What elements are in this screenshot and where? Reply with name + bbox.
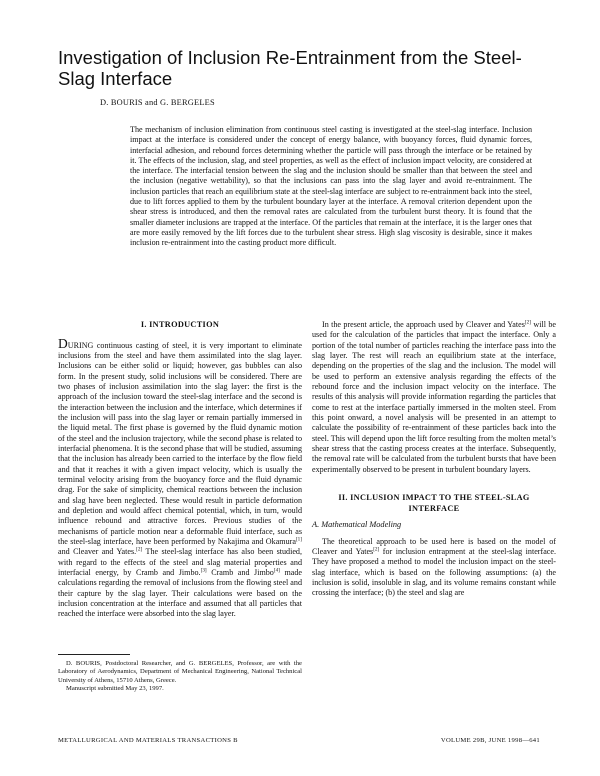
paper-title: Investigation of Inclusion Re-Entrainment from the Steel-Slag Interface	[58, 47, 522, 89]
reference-marker: [1]	[295, 536, 302, 543]
submission-date: Manuscript submitted May 23, 1997.	[66, 685, 164, 693]
drop-cap: D	[58, 335, 68, 351]
journal-name-footer: METALLURGICAL AND MATERIALS TRANSACTIONS B	[58, 737, 238, 744]
section-heading-introduction: I. INTRODUCTION	[140, 320, 220, 329]
reference-marker: [2]	[524, 319, 531, 326]
subsection-heading-mathematical-modeling: A. Mathematical Modeling	[312, 520, 402, 530]
author-affiliation: D. BOURIS, Postdoctoral Researcher, and G. BERGELES, Professor, are with the Laboratory of Aerodynamics, Department of Mechanical Engineering, National Technical University of Athens, 15710 Athens, Greece.	[58, 660, 302, 684]
intro-p1-text-2: and Cleaver and Yates.	[58, 547, 137, 557]
intro-p1-text-5: made calculations regarding the removal of inclusions from the flowing steel and their capture by the slag layer. Their calculations were based on the inclusion concentration at the interface and assumed that all particles that reached the interface were absorbed into the slag layer.	[58, 568, 302, 619]
intro-p1-text-3: The steel-slag interface has also been studied, with regard to the effects of the steel and slag material properties and interfacial energy, by Cramb and Jimbo.	[58, 547, 302, 578]
intro-p2-text-2: will be used for the calculation of the particles that impact the interface. Only a portion of the total number of particles reaching the interface pass into the slag layer. The rest will reach an equilibrium state at the interface, depending on the properties of the slag and the inclusion. The model will be used to perform an extensive analysis regarding the effects of the rebound force and the inclusion impact velocity on the interface. The results of this analysis will provide information regarding the particles that come to rest at the interface partially immersed in the molten steel. From this point onward, a novel analysis will be presented in an attempt to calculate the possibility of re-entrainment of these particles back into the steel. This will depend upon the lift force resulting from the molten metal’s shear stress that the casting process creates at the interface. Subsequently, the removal rate will be calculated from the turbulent bursts that have been experimentally observed to be present in turbulent boundary layers.	[312, 320, 556, 474]
reference-marker: [2]	[136, 546, 143, 553]
intro-paragraph-2	[312, 320, 556, 475]
footnote-rule	[58, 654, 130, 655]
footnote	[58, 660, 302, 694]
intro-paragraph-1	[58, 335, 303, 620]
reference-marker: [4]	[273, 567, 280, 574]
modeling-p1-text-2: for inclusion entrapment at the steel-slag interface. They have proposed a method to model the inclusion impact on the steel-slag interface, which is based on the following assumptions: (a) the inclusion is solid, insoluble in slag, and its volume remains constant while crossing the interface; (b) the steel and slag are	[312, 546, 556, 598]
reference-marker: [3]	[200, 567, 207, 574]
abstract: The mechanism of inclusion elimination from continuous steel casting is investigated at the steel-slag interface. Inclusion impact at the interface is considered under the concept of energy balance, with buoyancy forces, fluid dynamic forces, interfacial adhesion, and rebound forces determining whether the particle will pass through the interface or be retained by it. The effects of the inclusion, slag, and steel properties, as well as the effect of inclusion impact velocity, are considered at the interface. The interfacial tension between the slag and the inclusion should be smaller than that between the steel and the inclusion (negative wettability), so that the inclusions can pass into the slag layer and avoid re-entrainment. The inclusion particles that reach an equilibrium state at the steel-slag interface are subject to re-entrainment back into the steel, due to lift forces applied to them by the turbulent boundary layer at the interface. A removal criterion dependent upon the shear stress is introduced, and then the removal rates are calculated from the turbulent burst theory. It is found that the smaller diameter inclusions are trapped at the interface. Of the particles that remain at the interface, it is the larger ones that are more easily removed by the lift forces due to the turbulent shear stress. High slag viscosity is desirable, since it makes inclusion re-entrainment into the casting product more difficult.	[130, 125, 532, 248]
intro-p1-text: URING continuous casting of steel, it is very important to eliminate inclusions from the steel and have them assimilated into the slag layer. Inclusions can be either solid or liquid; however, gas bubbles can also form. In the present study, solid inclusions will be considered. There are two phases of inclusion assimilation into the slag layer: the first is the approach of the inclusion toward the steel-slag interface and the second is the interaction between the inclusion and the interface, which determines if the inclusion will pass into the slag layer or remain partially immersed in the liquid metal. The first phase is governed by the fluid dynamic motion of the steel and the inclusion trajectory, while the second phase is related to interfacial phenomena. It is the second phase that will be studied, assuming that the inclusion has already been carried to the interface by the flow field and that it reaches it with a given impact velocity, which is usually the terminal velocity arising from the buoyancy force and the fluid dynamic drag. For the sake of simplicity, chemical reactions between the inclusion and slag have been neglected. These would result in particle deformation and depletion and would affect chemical potential, which, in turn, would influence rebound and attractive forces. Previous studies of the mechanisms of particle motion near a deformable fluid interface, such as the steel-slag interface, have been performed by Nakajima and Okamura	[58, 340, 303, 547]
modeling-paragraph-1	[312, 537, 556, 599]
author-line: D. BOURIS and G. BERGELES	[100, 98, 215, 107]
intro-p2-text: In the present article, the approach used by Cleaver and Yates	[322, 320, 525, 329]
left-column	[58, 320, 302, 620]
reference-marker: [2]	[373, 546, 380, 553]
right-column	[312, 320, 556, 599]
modeling-p1-text: The theoretical approach to be used here is based on the model of Cleaver and Yates	[312, 536, 556, 556]
section-heading-inclusion-impact: II. INCLUSION IMPACT TO THE STEEL-SLAG INTERFACE	[338, 493, 530, 513]
intro-p1-text-4: Cramb and Jimbo	[206, 568, 274, 578]
volume-page-footer: VOLUME 29B, JUNE 1998—641	[440, 737, 540, 744]
